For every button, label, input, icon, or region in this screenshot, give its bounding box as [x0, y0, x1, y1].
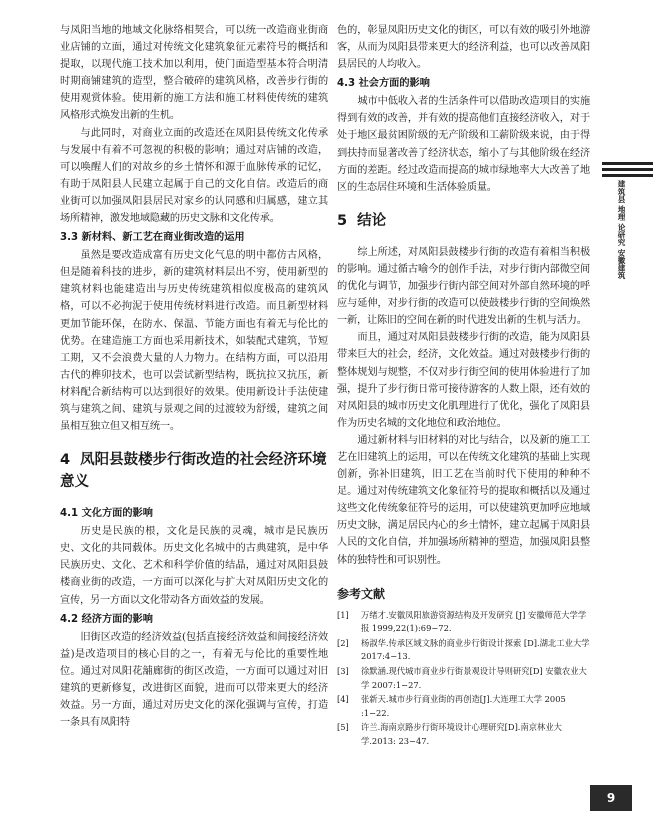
- body-paragraph: 城市中低收入者的生活条件可以借助改造项目的实施得到有效的改善，并有效的提高他们直接经济收入，对于处于地区最贫困阶级的无产阶级和工薪阶级来说，由于得到扶持而显著改善了经济状态，缩小了与其他阶级在经济方面的差距。经过改造而提高的城市绿地率大大改善了地区的生态居住环境和生活体验质量。: [337, 96, 590, 193]
- section-heading-4: [60, 449, 328, 493]
- body-paragraph: 而且，通过对凤阳县鼓楼步行街的改造，能为凤阳县带来巨大的社会，经济，文化效益。通过对鼓楼步行街的整体规划与规整，不仅对步行街空间的使用体验进行了加强，提升了步行街日常可接待游客的人数上限，还有效的对凤阳县的城市历史文化肌理进行了优化，强化了凤阳县作为历史名城的文化地位和政治地位。: [337, 332, 590, 429]
- body-paragraph: 与此同时，对商业立面的改造还在凤阳县传统文化传承与发展中有着不可忽视的积极的影响；通过对店铺的改造，可以唤醒人们的对故乡的乡土情怀和源于血脉传承的记忆，有助于凤阳县人民建立起属于自己的文化自信。改造后的商业街可以加强凤阳县居民对家乡的认同感和归属感，建立其场所精神，激发地域隐藏的历史文脉和文化传承。: [60, 127, 328, 225]
- body-paragraph: 旧街区改造的经济效益(包括直接经济效益和间接经济效益)是改造项目的核心目的之一，有着无与伦比的重要性地位。通过对凤阳花舖廊街的街区改造，一方面可以通过对旧建筑的更新修复，改进街区面貌，进而可以带来更大的经济效益。另一方面，通过对历史文化的深化强调与宣传，打造一条具有凤阳特: [60, 631, 328, 729]
- body-paragraph: 色的，彰显凤阳历史文化的街区，可以有效的吸引外地游客，从而为凤阳县带来更大的经济利益，也可以改善凤阳县居民的人均收入。: [337, 25, 590, 71]
- body-paragraph: 虽然是要改造成富有历史文化气息的明中都仿古风格，但是随着科技的进步，新的建筑材料层出不穷，使用新型的建筑材料也能建造出与历史传统建筑相似度极高的建筑风格，可以不必拘泥于使用传统材料进行改造。而且新型材料更加节能环保，在防水、保温、节能方面也有着无与伦比的优势。在建造施工方面也采用新技术，如装配式建筑，节短工期，又不会浪费大量的人力物力。在结构方面，可以沿用古代的榫卯技术，也可以尝试新型结构，既抗拉又抗压，新材料配合新结构可以达到很好的效果。使用新设计手法使建筑与建筑之间、建筑与景观之间的过渡较为舒缓，建筑之间虽相互独立但又相互统一。: [60, 250, 328, 433]
- reference-number: [4]: [337, 694, 349, 705]
- references-list: [337, 609, 590, 749]
- reference-number: [5]: [337, 722, 349, 733]
- left-column: [60, 22, 328, 731]
- body-paragraph: 通过新材料与旧材料的对比与结合，以及新的施工工艺在旧建筑上的运用，可以在传统文化建筑的基础上实现创新，弥补旧建筑，旧工艺在当前时代下使用的种种不足。通过对传统建筑文化象征符号的提取和概括以及通过这些文化传统象征符号的运用，可以使建筑更加呼应地域历史文脉，满足居民内心的乡土情怀，建立起属于凤阳县人民的文化自信，并加强场所精神的塑造，加强凤阳县整体的独特性和可识别性。: [337, 434, 590, 566]
- subsection-heading-4-3: 4.3 社会方面的影响: [337, 78, 430, 90]
- reference-text: 许兰.海南京路步行街环境设计心理研究[D].南京林业大学.2013: 23−47.: [361, 722, 562, 746]
- page-number: 9: [590, 785, 632, 811]
- reference-number: [3]: [337, 666, 349, 676]
- section-title: 结论: [357, 212, 387, 229]
- divider: [602, 168, 653, 171]
- references-heading: 参考文献: [337, 586, 386, 601]
- reference-item: [337, 721, 590, 748]
- subsection-heading-4-2: 4.2 经济方面的影响: [60, 613, 153, 625]
- reference-number: [2]: [337, 637, 349, 648]
- body-paragraph: 与凤阳当地的地域文化脉络相契合，可以统一改造商业街商业店铺的立面，通过对传统文化建筑象征元素符号的概括和提取，以现代施工技术加以利用，使门面造型基本符合明清时期商铺建筑的造型，整合破碎的建筑风格，改善步行街的使用观赏体验。使用新的施工方法和施工材料使传统的建筑风格形式焕发出新的生机。: [60, 25, 328, 122]
- subsection-heading-4-1: 4.1 文化方面的影响: [60, 508, 153, 520]
- reference-number: [1]: [337, 609, 349, 620]
- body-paragraph: 综上所述，对凤阳县鼓楼步行街的改造有着相当积极的影响。通过循古喻今的创作手法，对步行街内部微空间的优化与调节，加强步行街内部空间对外部自然环境的呼应与延伸，对步行街的改造可以使鼓楼步行街的空间焕然一新，让陈旧的空间在新的时代进发出新的生机与活力。: [337, 246, 590, 327]
- section-number: 4: [60, 452, 71, 469]
- reference-item: [337, 693, 590, 720]
- section-number: 5: [337, 212, 348, 229]
- body-paragraph: 历史是民族的根，文化是民族的灵魂，城市是民族历史、文化的共同载体。历史文化名城中的古典建筑，是中华民族历史、文化、艺术和科学价值的结晶，通过对凤阳县鼓楼商业街的改造，一方面可以深化与扩大对凤阳历史文化的宣传，另一方面以文化带动各方面效益的发展。: [60, 526, 328, 606]
- side-decoration-bars: [602, 162, 653, 180]
- divider: [602, 174, 653, 177]
- right-column: [337, 22, 590, 750]
- subsection-heading-3-3: 3.3 新材料、新工艺在商业街改造的运用: [60, 232, 245, 244]
- section-title: 凤阳县鼓楼步行街改造的社会经济环境意义: [60, 452, 327, 491]
- reference-item: [337, 609, 590, 636]
- reference-item: [337, 665, 590, 692]
- section-heading-5: [337, 210, 590, 232]
- reference-text: 万绪才.安徽凤阳旅游资源结构及开发研究 [J] 安徽师范大学学报 1999,22(1):69−72.: [361, 609, 587, 634]
- reference-text: 徐默涵.现代城市商业步行街景观设计导则研究[D] 安徽农业大学 2007:1−27.: [361, 666, 587, 690]
- journal-section-label: 建筑县 地理 论研究 安徽建筑: [617, 180, 626, 280]
- reference-text: 杨淑华.传承区域文脉的商业步行街设计探索 [D].湖北工业大学 2017:4−13.: [361, 637, 590, 662]
- divider: [602, 162, 653, 165]
- reference-item: [337, 637, 590, 664]
- reference-text: 张新天.城市步行商业街的再创造[J].大连理工大学 2005 :1−22.: [361, 694, 566, 718]
